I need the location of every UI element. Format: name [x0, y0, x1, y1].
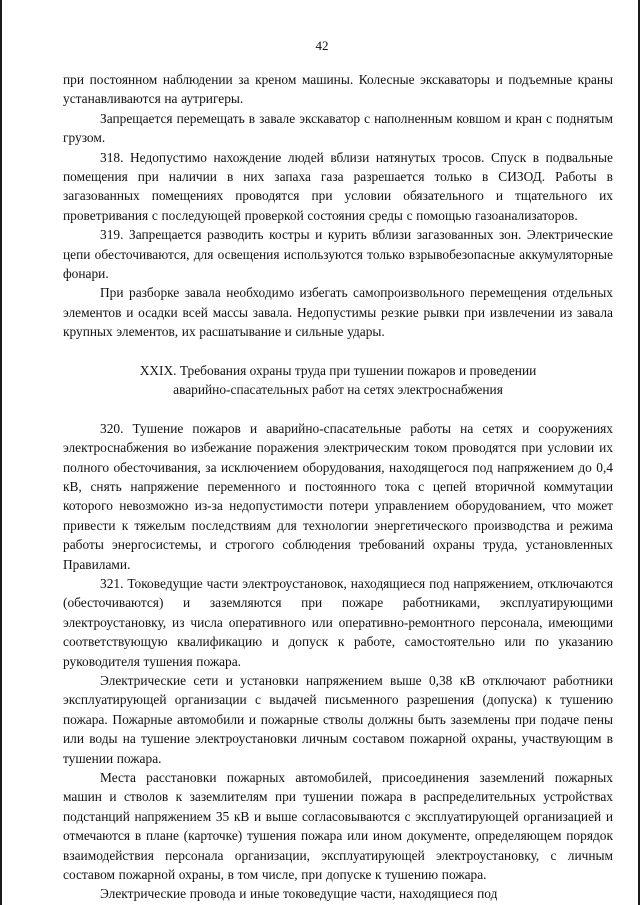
paragraph-networks-above-038kv: Электрические сети и установки напряжением выше 0,38 кВ отключают работники эксплуатирующей организации с выдачей письменного разрешения (допуска) к тушению пожара. Пожарные автомобили и пожарные стволы должны быть заземлены при подаче пены или воды на тушение электроустановки личным составом пожарной охраны, участвующим в тушении пожара.	[63, 672, 613, 766]
document-body	[63, 70, 613, 904]
paragraph-fire-vehicle-placement: Места расстановки пожарных автомобилей, присоединения заземлений пожарных машин и стволов к заземлителям при тушении пожара в распределительных устройствах подстанций напряжением 35 кВ и выше согласовываются с эксплуатирующей организацией и отмечаются в плане (карточке) тушения пожара или ином документе, определяющем порядок взаимодействия персонала организации, эксплуатирующей электроустановку, с личным составом пожарной охраны, в том числе, при допуске к тушению пожара.	[63, 770, 613, 883]
section-heading-line-2: аварийно-спасательных работ на сетях электроснабжения	[173, 381, 503, 397]
paragraph-318: 318. Недопустимо нахождение людей вблизи натянутых тросов. Спуск в подвальные помещения при наличии в них запаха газа разрешается только в СИЗОД. Работы в загазованных помещениях проводятся при условии обязательного и тщательного их проветривания с последующей проверкой состояния среды с помощью газоанализаторов.	[63, 149, 613, 223]
page-number: 42	[315, 38, 329, 53]
paragraph-320: 320. Тушение пожаров и аварийно-спасательные работы на сетях и сооружениях электроснабжения во избежание поражения электрическим током проводятся при условии их полного обесточивания, за исключением оборудования, находящегося под напряжением до 0,4 кВ, снять напряжение переменного и постоянного тока с цепей вторичной коммутации которого невозможно из-за недопустимости потери управлением оборудованием, что может привести к тяжелым последствиям для технологии энергетического производства и режима работы энергосистемы, и строгого соблюдения требований охраны труда, установленных Правилами.	[63, 420, 613, 572]
paragraph-321: 321. Токоведущие части электроустановок, находящиеся под напряжением, отключаются (обесточиваются) и заземляются при пожаре работниками, эксплуатирующими электроустановку, из числа оперативного или оперативно-ремонтного персонала, имеющими соответствующую квалификацию и допуск к работе, самостоятельно или по указанию руководителя тушения пожара.	[63, 575, 613, 669]
paragraph-continuation: при постоянном наблюдении за креном машины. Колесные экскаваторы и подъемные краны устанавливаются на аутригеры.	[63, 72, 613, 107]
paragraph-wires-continued: Электрические провода и иные токоведущие части, находящиеся под	[100, 886, 498, 902]
paragraph-excavator-ban: Запрещается перемещать в завале экскаватор с наполненным ковшом и кран с поднятым грузом.	[63, 110, 613, 146]
paragraph-rubble-dismantling: При разборке завала необходимо избегать самопроизвольного перемещения отдельных элементов и осадки всей массы завала. Недопустимы резкие рывки при извлечении из завала крупных элементов, их расшатывание и сильные удары.	[63, 285, 613, 340]
paragraph-319: 319. Запрещается разводить костры и курить вблизи загазованных зон. Электрические цепи обесточиваются, для освещения используются только взрывобезопасные аккумуляторные фонари.	[63, 227, 613, 282]
section-heading-line-1: XXIX. Требования охраны труда при тушении пожаров и проведении	[139, 362, 537, 378]
section-heading-xxix	[63, 361, 613, 399]
